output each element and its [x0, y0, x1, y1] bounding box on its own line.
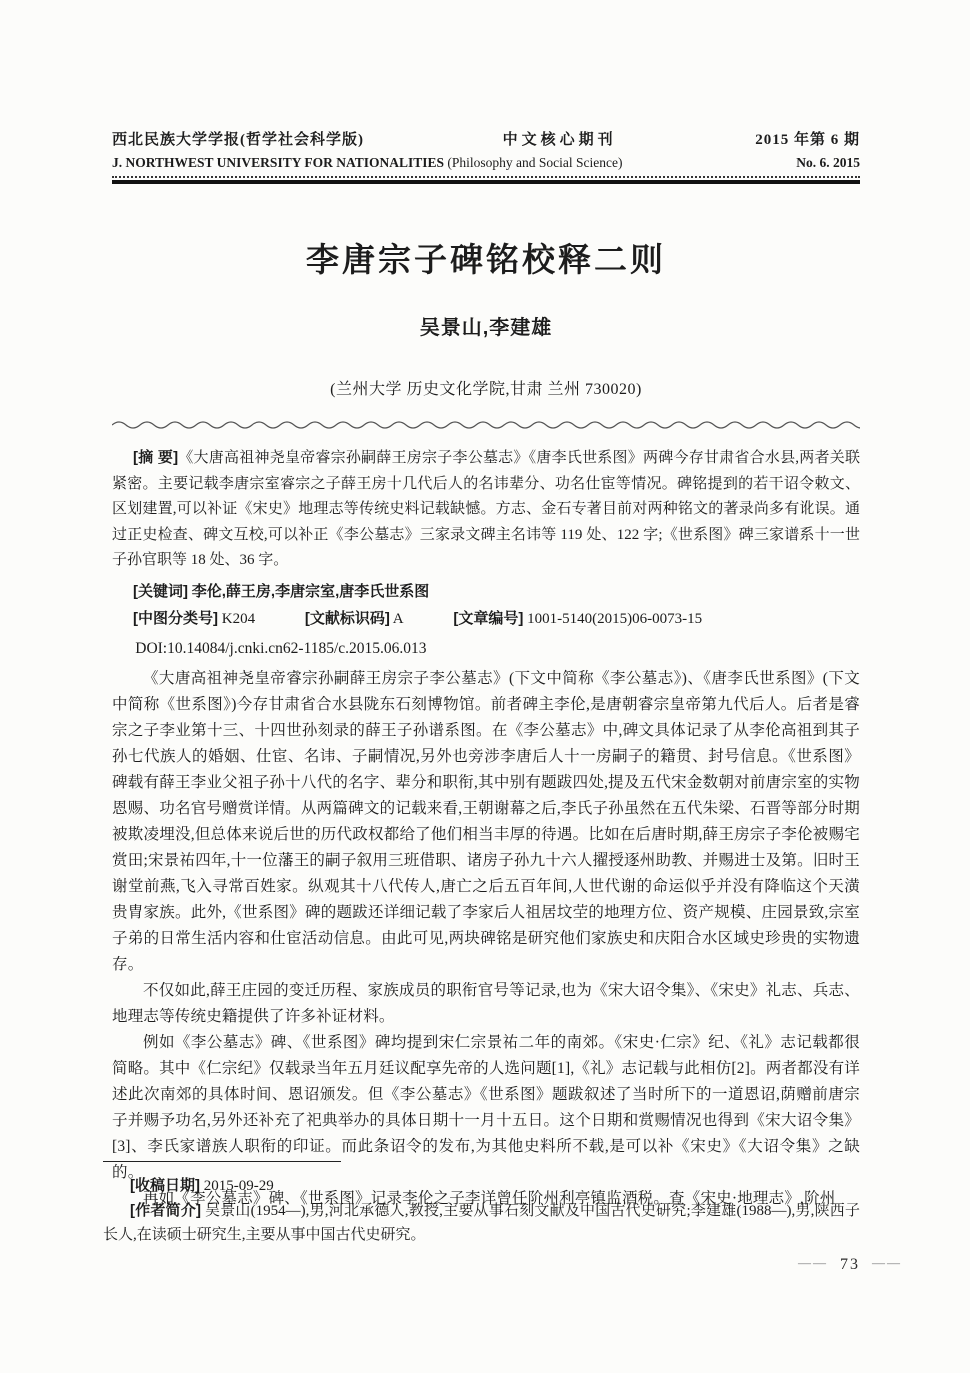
article-title: 李唐宗子碑铭校释二则: [306, 241, 666, 278]
article-id-label: [文章编号]: [453, 609, 524, 627]
page-number-value: 73: [840, 1256, 860, 1273]
footnote-separator: [103, 1161, 341, 1162]
article-body: [112, 666, 860, 1212]
abstract-text: 《大唐高祖神尧皇帝睿宗孙嗣薛王房宗子李公墓志》《唐李氏世系图》两碑今存甘肃省合水县,两者关联紧密。主要记载李唐宗室睿宗之子薛王房十几代后人的名讳辈分、功名仕宦等情况。碑铭提到的若干诏令敕文、区划建置,可以补证《宋史》地理志等传统史料记载缺憾。方志、金石专著目前对两种铭文的著录尚多有讹误。通过正史检查、碑文互校,可以补正《李公墓志》三家录文碑主名讳等 119 处、122 字;《世系图》碑三家谱系十一世子孙官职等 18 处、36 字。: [112, 450, 860, 568]
article-id-value: 1001-5140(2015)06-0073-15: [527, 610, 703, 627]
doc-code-value: A: [392, 610, 404, 627]
journal-subtitle-en: (Philosophy and Social Science): [447, 155, 623, 170]
body-paragraph: 不仅如此,薛王庄园的变迁历程、家族成员的职衔官号等记录,也为《宋大诏令集》、《宋史》礼志、兵志、地理志等传统史籍提供了许多补证材料。: [112, 981, 860, 1025]
body-paragraph: 《大唐高祖神尧皇帝睿宗孙嗣薛王房宗子李公墓志》(下文中简称《李公墓志》)、《唐李氏世系图》(下文中简称《世系图》)今存甘肃省合水县陇东石刻博物馆。前者碑主李伦,是唐朝睿宗皇帝第九代后人。后者是睿宗之子李业第十三、十四世孙刻录的薛王子孙谱系图。在《李公墓志》中,碑文具体记录了从李伦高祖到其子孙七代族人的婚姻、仕宦、名讳、子嗣情况,另外也旁涉李唐后人十一房嗣子的籍贯、封号信息。《世系图》碑载有薛王李业父祖子孙十八代的名字、辈分和职衔,其中别有题跋四处,提及五代宋金数朝对前唐宗室的实物恩赐、功名官号赠赏详情。从两篇碑文的记载来看,王朝谢幕之后,李氏子孙虽然在五代朱梁、石晋等部分时期被欺凌埋没,但总体来说后世的历代政权都给了他们相当丰厚的待遇。比如在后唐时期,薛王房宗子李伦被赐宅赏田;宋景祐四年,十一位藩王的嗣子叙用三班借职、诸房子孙九十六人擢授逐州助教、并赐进士及第。旧时王谢堂前燕,飞入寻常百姓家。纵观其十八代传人,唐亡之后五百年间,人世代谢的命运似乎并没有降临这个天潢贵胄家族。此外,《世系图》碑的题跋还详细记载了李家后人祖居坟茔的地理方位、资产规模、庄园景致,宗室子弟的日常生活内容和仕宦活动信息。由此可见,两块碑铭是研究他们家族史和庆阳合水区域史珍贵的实物遗存。: [112, 669, 860, 973]
received-date-label: [收稿日期]: [130, 1177, 200, 1194]
doc-code-label: [文献标识码]: [304, 609, 390, 627]
page-number: [770, 1255, 930, 1274]
journal-title-cn: 西北民族大学学报(哲学社会科学版): [112, 132, 364, 148]
wave-divider: [112, 417, 860, 429]
article-meta: [112, 445, 860, 658]
author-bio-line: [103, 1199, 860, 1248]
author-bio-label: [作者简介]: [130, 1201, 202, 1219]
author-bio-text: 吴景山(1954—),男,河北承德人,教授,主要从事石刻文献及中国古代史研究;李建雄(1988—),男,陕西子长人,在读硕士研究生,主要从事中国古代史研究。: [103, 1202, 861, 1243]
article-authors: 吴景山,李建雄: [419, 317, 553, 339]
clc-value: K204: [221, 610, 256, 627]
issue-cn: 2015 年第 6 期: [755, 132, 860, 148]
page-number-dash-right: ——: [872, 1255, 902, 1270]
received-date-line: [103, 1174, 860, 1199]
keywords-value: 李伦,薛王房,李唐宗室,唐李氏世系图: [191, 582, 430, 600]
wave-divider-path: [112, 422, 860, 428]
issue-en: No. 6. 2015: [796, 155, 860, 170]
clc-label: [中图分类号]: [133, 609, 218, 627]
abstract-label: [摘 要]: [133, 449, 179, 466]
header-rule: [112, 176, 860, 184]
keywords-label: [关键词]: [133, 582, 188, 600]
doc-code-pair: [305, 611, 404, 627]
journal-header-row2: [112, 155, 860, 171]
body-paragraph: 再如《李公墓志》碑、《世系图》记录李伦之子李详曾任阶州利亭镇监酒税。查《宋史·地理志》,阶州: [143, 1189, 836, 1207]
doi: DOI:10.14084/j.cnki.cn62-1185/c.2015.06.013: [135, 639, 427, 657]
journal-title-en: J. NORTHWEST UNIVERSITY FOR NATIONALITIES (Philosophy and Social Science): [112, 155, 623, 170]
classification-line: [112, 607, 860, 628]
received-date-value: 2015-09-29: [203, 1178, 274, 1194]
footnotes: [103, 1174, 860, 1248]
page-number-dash-left: ——: [798, 1255, 828, 1270]
article-id-pair: [453, 611, 702, 627]
keywords-line: [112, 580, 860, 601]
journal-header-row1: [112, 128, 860, 149]
abstract-paragraph: [112, 445, 860, 574]
clc-pair: [133, 611, 255, 627]
core-journal-label: 中文核心期刊: [502, 132, 617, 148]
author-affiliation: (兰州大学 历史文化学院,甘肃 兰州 730020): [330, 381, 642, 398]
body-paragraph: 例如《李公墓志》碑、《世系图》碑均提到宋仁宗景祐二年的南郊。《宋史·仁宗》纪、《礼》志记载都很简略。其中《仁宗纪》仅载录当年五月廷议配享先帝的人选问题[1],《礼》志记载与此相仿[2]。两者都没有详述此次南郊的具体时间、恩诏颁发。但《李公墓志》《世系图》题跋叙述了当时所下的一道恩诏,荫赠前唐宗子并赐予功名,另外还补充了祀典举办的具体日期十一月十五日。这个日期和赏赐情况也得到《宋大诏令集》[3]、李氏家谱族人职衔的印证。而此条诏令的发布,为其他史料所不载,是可以补《宋史》《大诏令集》之缺的。: [112, 1033, 860, 1181]
